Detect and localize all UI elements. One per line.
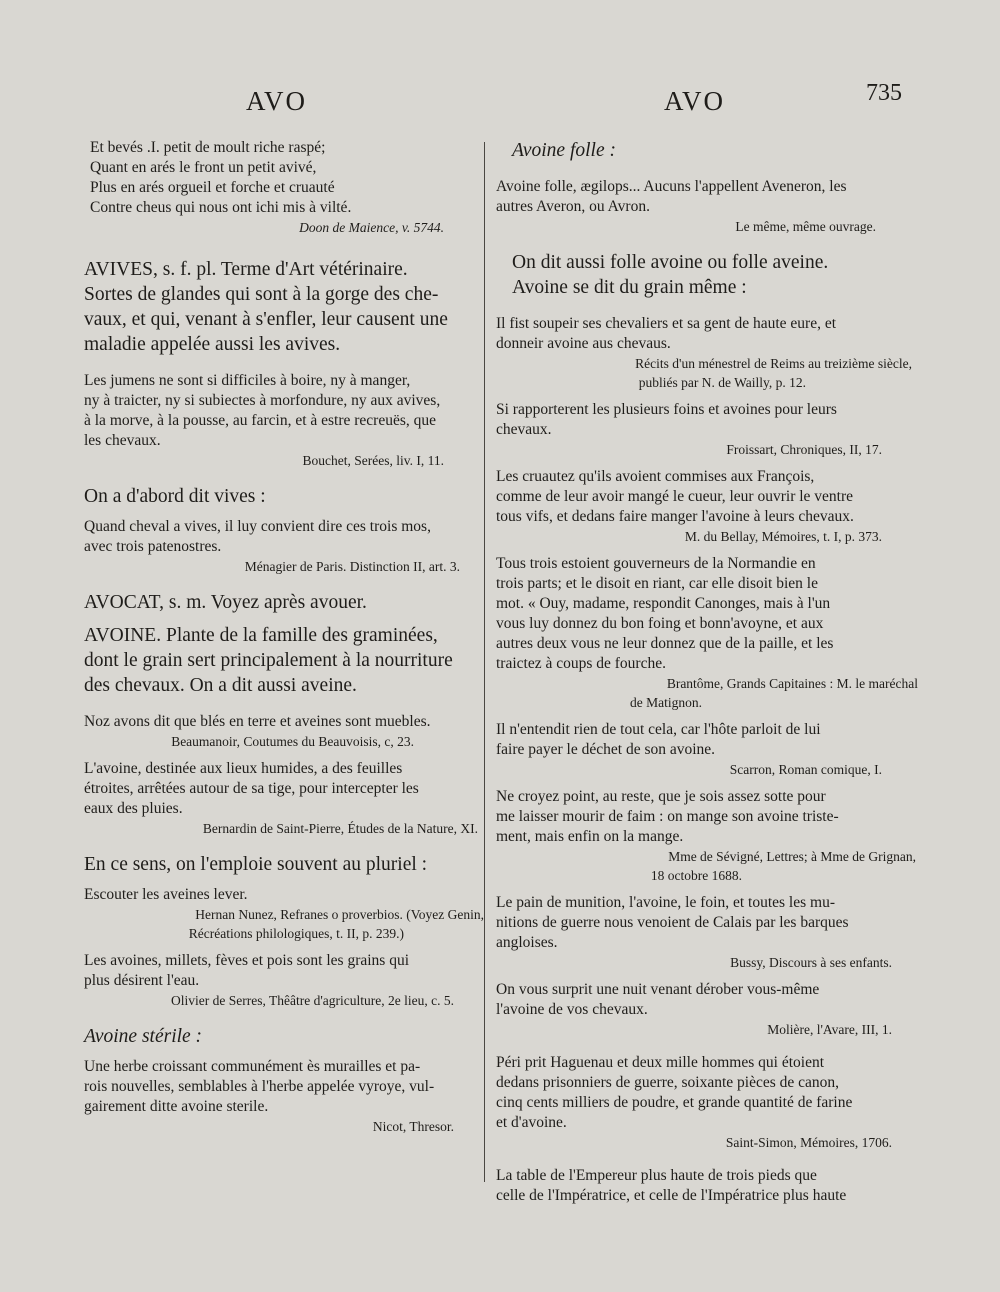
citation: 18 octobre 1688. bbox=[650, 868, 742, 883]
quote-line: les chevaux. bbox=[84, 432, 161, 449]
running-head-left: AVO bbox=[246, 86, 308, 116]
page-number: 735 bbox=[866, 80, 902, 106]
quote-line: vous luy donnez du bon foing et bonn'avoyne, et aux bbox=[496, 615, 824, 632]
quote-line: faire payer le déchet de son avoine. bbox=[496, 741, 716, 758]
citation: Bernardin de Saint-Pierre, Études de la Nature, XI. bbox=[202, 821, 478, 836]
quote-line: Les avoines, millets, fèves et pois sont les grains qui bbox=[84, 952, 410, 969]
quote-line: avec trois patenostres. bbox=[84, 538, 222, 555]
citation: de Matignon. bbox=[630, 695, 702, 710]
citation: Bussy, Discours à ses enfants. bbox=[730, 955, 892, 970]
verse-quote bbox=[84, 138, 484, 218]
quote-line: La table de l'Empereur plus haute de trois pieds que bbox=[496, 1167, 817, 1184]
quote-line: cinq cents milliers de poudre, et grande quantité de farine bbox=[496, 1094, 853, 1111]
citation: Le même, même ouvrage. bbox=[735, 219, 876, 234]
quote-line: ment, mais enfin on la mange. bbox=[496, 828, 684, 845]
quote-line: autres deux vous ne leur donnez que de la paille, et les bbox=[496, 635, 834, 652]
citation: Récréations philologiques, t. II, p. 239.) bbox=[188, 926, 404, 941]
quote-line: traictez à coups de fourche. bbox=[496, 655, 666, 672]
quote-line: Il n'entendit rien de tout cela, car l'hôte parloit de lui bbox=[496, 721, 821, 738]
definition-line: AVOINE. Plante de la famille des graminées, bbox=[84, 625, 438, 646]
quote-line: mot. « Ouy, madame, respondit Canonges, mais à l'un bbox=[496, 595, 831, 612]
citation: Hernan Nunez, Refranes o proverbios. (Voyez Genin, bbox=[195, 907, 484, 922]
running-head-right: AVO bbox=[664, 86, 726, 116]
section-intro: En ce sens, on l'emploie souvent au pluriel : bbox=[84, 854, 428, 875]
definition-line: des chevaux. On a dit aussi aveine. bbox=[84, 675, 357, 696]
quote-line: Tous trois estoient gouverneurs de la Normandie en bbox=[496, 555, 816, 572]
quote-line: Ne croyez point, au reste, que je sois assez sotte pour bbox=[496, 788, 826, 805]
quote-line: étroites, arrêtées autour de sa tige, pour intercepter les bbox=[84, 780, 419, 797]
citation: Scarron, Roman comique, I. bbox=[729, 762, 882, 777]
quote-line: Les jumens ne sont si difficiles à boire, ny à manger, bbox=[84, 372, 411, 389]
quote-line: Si rapporterent les plusieurs foins et avoines pour leurs bbox=[496, 401, 837, 418]
quote-line: Avoine folle, ægilops... Aucuns l'appellent Aveneron, les bbox=[496, 178, 847, 195]
quote-line: trois parts; et le disoit en riant, car elle disoit bien le bbox=[496, 575, 818, 592]
quote-line: me laisser mourir de faim : on mange son avoine triste- bbox=[496, 808, 839, 825]
section-intro: Avoine stérile : bbox=[84, 1026, 203, 1047]
quote-line: rois nouvelles, semblables à l'herbe appelée vyroye, vul- bbox=[84, 1078, 435, 1095]
quote-line: Une herbe croissant communément ès murailles et pa- bbox=[84, 1058, 421, 1075]
quote-line: chevaux. bbox=[496, 421, 552, 438]
section-intro: Avoine folle : bbox=[512, 140, 616, 161]
quote-line: Escouter les aveines lever. bbox=[84, 886, 248, 903]
verse-line: Et bevés .I. petit de moult riche raspé; bbox=[90, 139, 326, 156]
quote-line: celle de l'Impératrice, et celle de l'Impératrice plus haute bbox=[496, 1187, 847, 1204]
entry-avoine bbox=[84, 623, 484, 698]
quote-line: à la morve, à la pousse, au farcin, et à estre recreuës, que bbox=[84, 412, 437, 429]
section-intro: On a d'abord dit vives : bbox=[84, 486, 266, 507]
quote-line: plus désirent l'eau. bbox=[84, 972, 200, 989]
quote-line: ny à traicter, ny si subiectes à morfondure, ny aux avives, bbox=[84, 392, 441, 409]
quote-line: eaux des pluies. bbox=[84, 800, 183, 817]
entry-avocat: AVOCAT, s. m. Voyez après avouer. bbox=[84, 592, 367, 613]
entry-avives bbox=[84, 257, 484, 357]
citation: Bouchet, Serées, liv. I, 11. bbox=[302, 453, 444, 468]
definition-line: maladie appelée aussi les avives. bbox=[84, 334, 341, 355]
quote-line: angloises. bbox=[496, 934, 558, 951]
citation: M. du Bellay, Mémoires, t. I, p. 373. bbox=[684, 529, 882, 544]
citation: Brantôme, Grands Capitaines : M. le maréchal bbox=[666, 676, 918, 691]
quote-line: comme de leur avoir mangé le cueur, leur ouvrir le ventre bbox=[496, 488, 854, 505]
quote-line: Quand cheval a vives, il luy convient dire ces trois mos, bbox=[84, 518, 431, 535]
quote-line: l'avoine de vos chevaux. bbox=[496, 1001, 648, 1018]
right-column bbox=[496, 138, 922, 1206]
left-column bbox=[84, 138, 484, 1136]
verse-line: Plus en arés orgueil et forche et cruauté bbox=[90, 179, 335, 196]
quote-line: L'avoine, destinée aux lieux humides, a des feuilles bbox=[84, 760, 403, 777]
quote-line: et d'avoine. bbox=[496, 1114, 567, 1131]
verse-line: Contre cheus qui nous ont ichi mis à vilté. bbox=[90, 199, 352, 216]
quote-line: Noz avons dit que blés en terre et aveines sont muebles. bbox=[84, 713, 431, 730]
citation: Olivier de Serres, Thêâtre d'agriculture, 2e lieu, c. 5. bbox=[171, 993, 454, 1008]
citation: Saint-Simon, Mémoires, 1706. bbox=[725, 1135, 892, 1150]
citation: Molière, l'Avare, III, 1. bbox=[767, 1022, 892, 1037]
citation: Mme de Sévigné, Lettres; à Mme de Grignan, bbox=[668, 849, 916, 864]
quote-line: On vous surprit une nuit venant dérober vous-même bbox=[496, 981, 820, 998]
definition-line: Sortes de glandes qui sont à la gorge des che- bbox=[84, 284, 439, 305]
citation: Nicot, Thresor. bbox=[372, 1119, 454, 1134]
quote-line: dedans prisonniers de guerre, soixante pièces de canon, bbox=[496, 1074, 840, 1091]
definition-line: AVIVES, s. f. pl. Terme d'Art vétérinaire. bbox=[84, 259, 408, 280]
quote-line: gairement ditte avoine sterile. bbox=[84, 1098, 269, 1115]
quote-line: nitions de guerre nous venoient de Calais par les barques bbox=[496, 914, 849, 931]
quote-line: autres Averon, ou Avron. bbox=[496, 198, 650, 215]
verse-line: Quant en arés le front un petit avivé, bbox=[90, 159, 317, 176]
citation: Froissart, Chroniques, II, 17. bbox=[726, 442, 882, 457]
definition-line: dont le grain sert principalement à la nourriture bbox=[84, 650, 453, 671]
section-intro: Avoine se dit du grain même : bbox=[512, 277, 747, 298]
citation: publiés par N. de Wailly, p. 12. bbox=[638, 375, 806, 390]
quote-line: Les cruautez qu'ils avoient commises aux François, bbox=[496, 468, 815, 485]
citation: Doon de Maience, v. 5744. bbox=[299, 220, 444, 235]
citation: Récits d'un ménestrel de Reims au treizième siècle, bbox=[635, 356, 912, 371]
quote-line: Il fist soupeir ses chevaliers et sa gent de haute eure, et bbox=[496, 315, 837, 332]
quote-line: donneir avoine aus chevaus. bbox=[496, 335, 671, 352]
citation: Ménagier de Paris. Distinction II, art. 3. bbox=[244, 559, 460, 574]
quote-line: Péri prit Haguenau et deux mille hommes qui étoient bbox=[496, 1054, 825, 1071]
definition-line: vaux, et qui, venant à s'enfler, leur causent une bbox=[84, 309, 448, 330]
quote-line: tous vifs, et dedans faire manger l'avoine à leurs chevaux. bbox=[496, 508, 854, 525]
section-intro: On dit aussi folle avoine ou folle aveine. bbox=[512, 252, 829, 273]
column-divider bbox=[484, 142, 485, 1182]
quote-line: Le pain de munition, l'avoine, le foin, et toutes les mu- bbox=[496, 894, 835, 911]
citation: Beaumanoir, Coutumes du Beauvoisis, c, 23. bbox=[171, 734, 414, 749]
